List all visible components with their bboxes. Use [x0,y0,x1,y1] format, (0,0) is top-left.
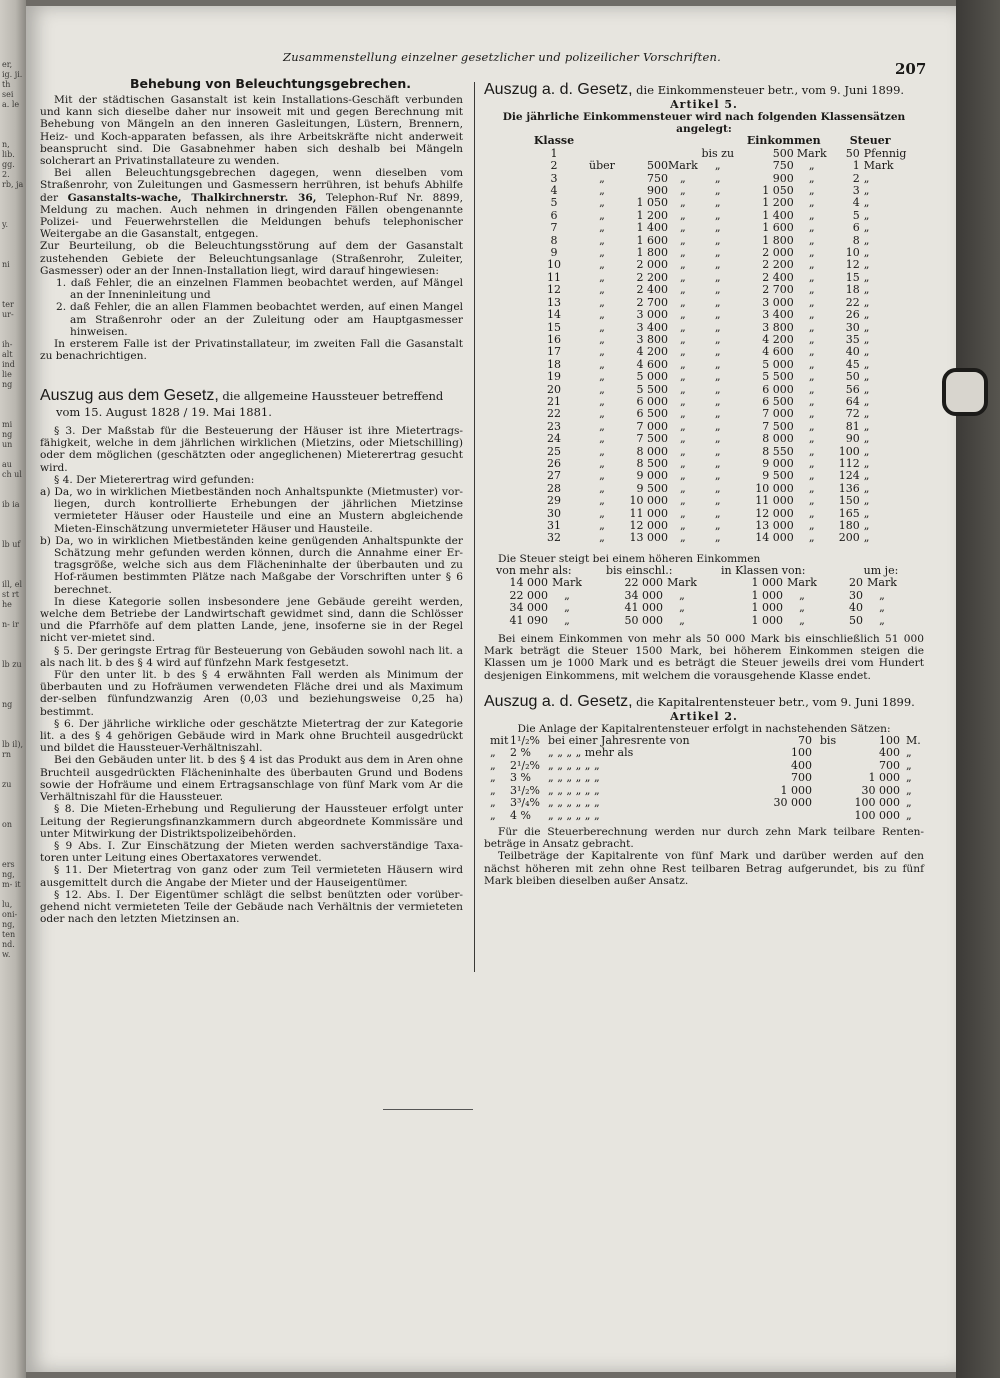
gas-item-2: 2. daß Fehler, die an allen Flammen beobachtet werden, auf einen Mangel am Straßenrohr oder an der Zuleitung oder am Hauptgasmesser hinweisen. [56,301,463,338]
gutter-fragment: lb il), rn [2,740,24,759]
progression-row: 22 000 „ 34 000 „ 1 000 „ 30 „ [509,588,885,602]
gas-section-title: Behebung von Beleuchtungsgebrechen. [130,76,411,91]
gutter-fragment: au ch ul [2,460,22,479]
gutter-fragment: mi ng un [2,420,13,449]
haussteuer-heading: Auszug aus dem Gesetz, die allgemeine Haussteuer betreffend [40,387,444,404]
einkommen-row: 13 „ 2 700 „ „ 3 000 „ 22 „ [547,295,870,309]
gutter-fragment: ib ia [2,500,20,509]
kapitalrenten-row: „ 2¹/₂% „ „ „ „ „ „ 400 700 „ [490,758,912,772]
haussteuer-paragraphs [40,425,463,925]
kapitalrenten-row: „ 3³/₄% „ „ „ „ „ „ 30 000 100 000 „ [490,796,912,810]
haussteuer-paragraph: § 9 Abs. I. Zur Einschätzung der Mieten werden sachverständige Taxa-toren unter Leitung eines Obertaxatores verwendet. [40,839,463,865]
kapitalrenten-row: „ 4 % „ „ „ „ „ „ 100 000 „ [490,808,912,822]
footer-rule [383,1109,473,1110]
einkommen-row: 21 „ 6 000 „ „ 6 500 „ 64 „ [547,394,870,408]
gas-watch-address: Gasanstalts-wache, Thalkirchnerstr. 36, [67,191,317,204]
einkommen-row: 15 „ 3 400 „ „ 3 800 „ 30 „ [547,320,870,334]
haussteuer-paragraph: § 4. Der Mieterertrag wird gefunden: [54,473,255,486]
haussteuer-paragraph: In diese Kategorie sollen insbesondere jene Gebäude gereiht werden, welche dem Betriebe der Landwirtschaft gewidmet sind, dann die Schlösser und die Pfarrhöfe auf dem platten Lande, jene, insoferne sie in der Regel nicht ver-mietet sind. [40,595,463,645]
gutter-fragment: lu, oni- ng, ten [2,900,18,939]
haussteuer-section [40,388,463,925]
progression-header-row: von mehr als: bis einschl.: in Klassen von: um je: [496,564,899,578]
einkommen-row: 6 „ 1 200 „ „ 1 400 „ 5 „ [550,208,870,222]
einkommen-row: 10 „ 2 000 „ „ 2 200 „ 12 „ [547,258,870,272]
gas-paragraph-1: Mit der städtischen Gasanstalt ist kein Installations-Geschäft verbunden und kann sich dieselbe daher nur insoweit mit und gegen Berechnung mit Behebung von Mängeln an den inneren Gasleitungen, Lüstern, Brennern, Heiz- und Koch-apparaten befassen, als ihre Arbeitskräfte nicht anderweit beansprucht sind. Die Gasabnehmer haben sich deshalb bei Mängeln solcherart an Privatinstallateure zu wenden. [40,94,463,168]
gutter-fragment: lb zu [2,660,22,669]
gas-paragraph-4: In ersterem Falle ist der Privatinstallateur, im zweiten Fall die Gasanstalt zu benachrichtigen. [40,338,463,363]
einkommen-row: 32 „ 13 000 „ „ 14 000 „ 200 „ [547,531,870,545]
progression-row: 14 000 Mark 22 000 Mark 1 000 Mark 20 Mark [509,576,897,590]
kapitalrenten-paragraph-2: Teilbeträge der Kapitalrente von fünf Mark und darüber werden auf den nächst höheren mit zehn ohne Rest teilbaren Betrag aufgerundet, bis zu fünf Mark bleiben dieselben außer Ansatz. [484,850,924,887]
einkommen-row: 25 „ 8 000 „ „ 8 550 „ 100 „ [547,444,870,458]
gas-paragraph-2: Bei allen Beleuchtungsgebrechen dagegen, wenn dieselben vom Straßenrohr, von Zuleitungen und Gasmessern herrühren, ist behufs Abhilfe der Gasanstalts-wache, Thalkirchnerstr. 36, Telephon-Ruf Nr. 8899, Meldung zu machen. Auch nehmen in dringenden Fällen obengenannte Polizei- und Feuerwehrstellen die Meldungen behufs telephonischer Weitergabe an die Gasanstalt, entgegen. [40,167,463,241]
kapitalrenten-artikel: Artikel 2. [670,709,738,723]
gutter-fragment: rb, ja [2,180,24,189]
haussteuer-paragraph: § 3. Der Maßstab für die Besteuerung der Häuser ist ihre Mietertrags-fähigkeit, welche in dem jährlichen wirklichen (Mietzins, oder Mietschilling) oder dem möglichen (geschätzten oder angeglichenen) Mieterertrag gesucht wird. [40,425,463,474]
einkommen-row: 30 „ 11 000 „ „ 12 000 „ 165 „ [547,506,870,520]
kapitalrenten-intro: Die Anlage der Kapitalrentensteuer erfolgt in nachstehenden Sätzen: [517,722,891,735]
haussteuer-paragraph: § 8. Die Mieten-Erhebung und Regulierung der Haussteuer erfolgt unter Leitung der Regierungsfinanzkammern durch abgeordnete Kommissäre und unter Mitwirkung der Distriktspolizeibehörden. [40,803,463,840]
kapitalrenten-row: mit 1¹/₂% bei einer Jahresrente von 70 bis 100 M. [490,734,921,748]
haussteuer-paragraph: Bei den Gebäuden unter lit. b des § 4 ist das Produkt aus dem in Aren ohne Bruchteil ausgedrückten Flächeninhalte des überbauten Grund und Bodens sowie der Hofräume und einem Ertragsanschlage von fünf Mark vom Ar die Verhältniszahl für die Haussteuer. [40,754,463,804]
einkommen-row: 27 „ 9 000 „ „ 9 500 „ 124 „ [547,469,870,483]
kapitalrenten-heading: Auszug a. d. Gesetz, die Kapitalrentensteuer betr., vom 9. Juni 1899. [484,692,915,710]
gutter-fragment: lb uf [2,540,21,549]
kapitalrenten-table [490,735,921,822]
kapitalrenten-row: „ 2 % „ „ „ „ mehr als 100 400 „ [490,746,912,760]
einkommen-row: 12 „ 2 400 „ „ 2 700 „ 18 „ [547,283,870,297]
einkommen-heading: Auszug a. d. Gesetz, die Einkommensteuer betr., vom 9. Juni 1899. [484,81,905,98]
gutter-fragment: zu [2,780,12,789]
gutter-fragment: ni [2,260,10,269]
left-column [40,76,463,362]
right-column [484,82,924,887]
einkommen-row: 14 „ 3 000 „ „ 3 400 „ 26 „ [547,308,870,322]
einkommen-steigt: Die Steuer steigt bei einem höheren Einkommen [498,552,761,565]
gas-item-1: 1. daß Fehler, die an einzelnen Flammen beobachtet werden, auf Mängel an der Inneninleitung und [56,277,463,302]
haussteuer-paragraph: b) Da, wo in wirklichen Mietbeständen keine genügenden Anhaltspunkte der Schätzung mehr gefunden werden können, durch die Annahme einer Er-tragsgröße, welche sich aus dem Flächeninhalte der überbauten und zu Hof-räumen bestimmten Plätze nach Maßgabe der Vorschriften unter § 6 berechnet. [40,534,463,596]
einkommen-row: 2 über 500 Mark „ 750 „ 1 Mark [550,159,894,173]
gas-paragraph-3: Zur Beurteilung, ob die Beleuchtungsstörung auf dem der Gasanstalt zustehenden Gebiete der Beleuchtungsanlage (Straßenrohr, Zuleiter, Gasmesser) oder an der Innen-Installation liegt, wird darauf hingewiesen: [40,240,463,277]
einkommen-row: 17 „ 4 200 „ „ 4 600 „ 40 „ [547,345,870,359]
einkommen-row: 31 „ 12 000 „ „ 13 000 „ 180 „ [547,519,870,532]
column-divider [474,82,475,972]
gutter-fragment: ih- alt ind lie [2,340,15,379]
einkommen-row: 24 „ 7 500 „ „ 8 000 „ 90 „ [547,432,870,446]
haussteuer-paragraph: § 5. Der geringste Ertrag für Besteuerung von Gebäuden sowohl nach lit. a als nach lit. b des § 4 wird auf fünfzehn Mark festgesetzt. [40,644,463,669]
gutter-fragment: a. le [2,100,20,109]
gutter-fragment: ter ur- [2,300,14,319]
einkommen-intro: Die jährliche Einkommensteuer wird nach folgenden Klassensätzen angelegt: [502,111,906,136]
einkommen-row: 7 „ 1 400 „ „ 1 600 „ 6 „ [550,221,870,235]
einkommen-row: 20 „ 5 500 „ „ 6 000 „ 56 „ [547,382,870,396]
gutter-fragment: ers ng, m- it [2,860,21,889]
einkommen-closing: Bei einem Einkommen von mehr als 50 000 Mark bis einschließlich 51 000 Mark beträgt die Steuer 1500 Mark, bei höherem Einkommen steigen die Klassen um je 1000 Mark und es beträgt die Steuer jeweils drei vom Hundert desjenigen Einkommens, mit welchem die vorausgehende Klasse endet. [484,633,924,682]
page-number: 207 [895,60,927,78]
einkommen-row: 16 „ 3 800 „ „ 4 200 „ 35 „ [547,332,870,346]
kapitalrenten-row: „ 3 % „ „ „ „ „ „ 700 1 000 „ [490,771,912,785]
einkommen-row: 3 „ 750 „ „ 900 „ 2 „ [550,171,870,185]
gutter-fragment: ng [2,700,13,709]
gutter-fragment: er, ig. ji. th sei [2,60,23,99]
page-edge-shadow [956,0,1000,1378]
einkommen-row: 22 „ 6 500 „ „ 7 000 „ 72 „ [547,407,870,421]
einkommen-row: 19 „ 5 000 „ „ 5 500 „ 50 „ [547,370,870,384]
einkommen-header-row: Klasse Einkommen Steuer [533,134,891,148]
gutter-fragment: ng [2,380,13,389]
gutter-fragment: nd. w. [2,940,15,959]
haussteuer-paragraph: § 12. Abs. I. Der Eigentümer schlägt die selbst benützten oder vorüber-gehend nicht vermieteten Teile der Gebäude nach Verhältnis der vermieteten oder nach den letzten Mietzinsen an. [40,888,463,926]
einkommen-row: 9 „ 1 800 „ „ 2 000 „ 10 „ [550,246,870,260]
kapitalrenten-paragraph-1: Für die Steuerberechnung werden nur durch zehn Mark teilbare Renten-beträge in Ansatz gebracht. [484,825,924,851]
gutter-fragment: y. [2,220,8,229]
haussteuer-paragraph: § 6. Der jährliche wirkliche oder geschätzte Mietertrag der zur Kategorie lit. a des § 4 gehörigen Gebäude wird in Mark ohne Bruchteil ausgedrückt und bildet die Haussteuer-Verhältniszahl. [40,717,463,755]
kapitalrenten-row: „ 3¹/₂% „ „ „ „ „ „ 1 000 30 000 „ [490,783,912,797]
haussteuer-paragraph: a) Da, wo in wirklichen Mietbeständen noch Anhaltspunkte (Mietmuster) vor-liegen, durch kontrollierte Erhebungen der jährlichen Mietzinse vermieteter Häuser oder Hausteile und eine an Mustern abgleichende Mieten-Einschätzung unvermieteter Häuser und Hausteile. [40,486,463,535]
einkommen-row: 23 „ 7 000 „ „ 7 500 „ 81 „ [547,419,870,433]
gutter-fragment: n- ir [2,620,19,629]
einkommen-row: 8 „ 1 600 „ „ 1 800 „ 8 „ [550,233,870,247]
thumb-index-tab [942,368,988,416]
gutter-fragment: n, lib. gg. 2. [2,140,15,179]
haussteuer-date: vom 15. August 1828 / 19. Mai 1881. [56,405,272,419]
einkommen-row: 26 „ 8 500 „ „ 9 000 „ 112 „ [547,456,870,470]
einkommen-artikel: Artikel 5. [670,98,738,111]
haussteuer-paragraph: Für den unter lit. b des § 4 erwähnten Fall werden als Minimum der überbauten und zu Hofräumen verwendeten Fläche drei und als Maximum der-selben fünfundzwanzig Aren (0,03 und beziehungsweise 0,25 ha) bestimmt. [40,669,463,718]
einkommen-row: 18 „ 4 600 „ „ 5 000 „ 45 „ [547,357,870,371]
gutter-fragment: ill, el st rt he [2,580,23,609]
gutter-fragment: on [2,820,12,829]
progression-row: 34 000 „ 41 000 „ 1 000 „ 40 „ [509,601,885,615]
running-title: Zusammenstellung einzelner gesetzlicher und polizeilicher Vorschriften. [283,50,721,64]
einkommen-progression-table [496,565,921,627]
einkommen-row: 1 bis zu 500 Mark 50 Pfennig [550,146,907,160]
einkommen-row: 5 „ 1 050 „ „ 1 200 „ 4 „ [550,196,870,210]
einkommen-table [524,135,906,544]
einkommen-row: 28 „ 9 500 „ „ 10 000 „ 136 „ [547,481,870,495]
progression-row: 41 090 „ 50 000 „ 1 000 „ 50 „ [509,613,885,627]
haussteuer-paragraph: § 11. Der Mietertrag von ganz oder zum Teil vermieteten Häusern wird ausgemittelt durch die Angabe der Mieter und der Hauseigentümer. [40,864,463,889]
einkommen-row: 11 „ 2 200 „ „ 2 400 „ 15 „ [547,270,870,284]
binding-gutter [0,0,26,1378]
einkommen-row: 29 „ 10 000 „ „ 11 000 „ 150 „ [547,494,870,508]
einkommen-row: 4 „ 900 „ „ 1 050 „ 3 „ [550,184,870,198]
